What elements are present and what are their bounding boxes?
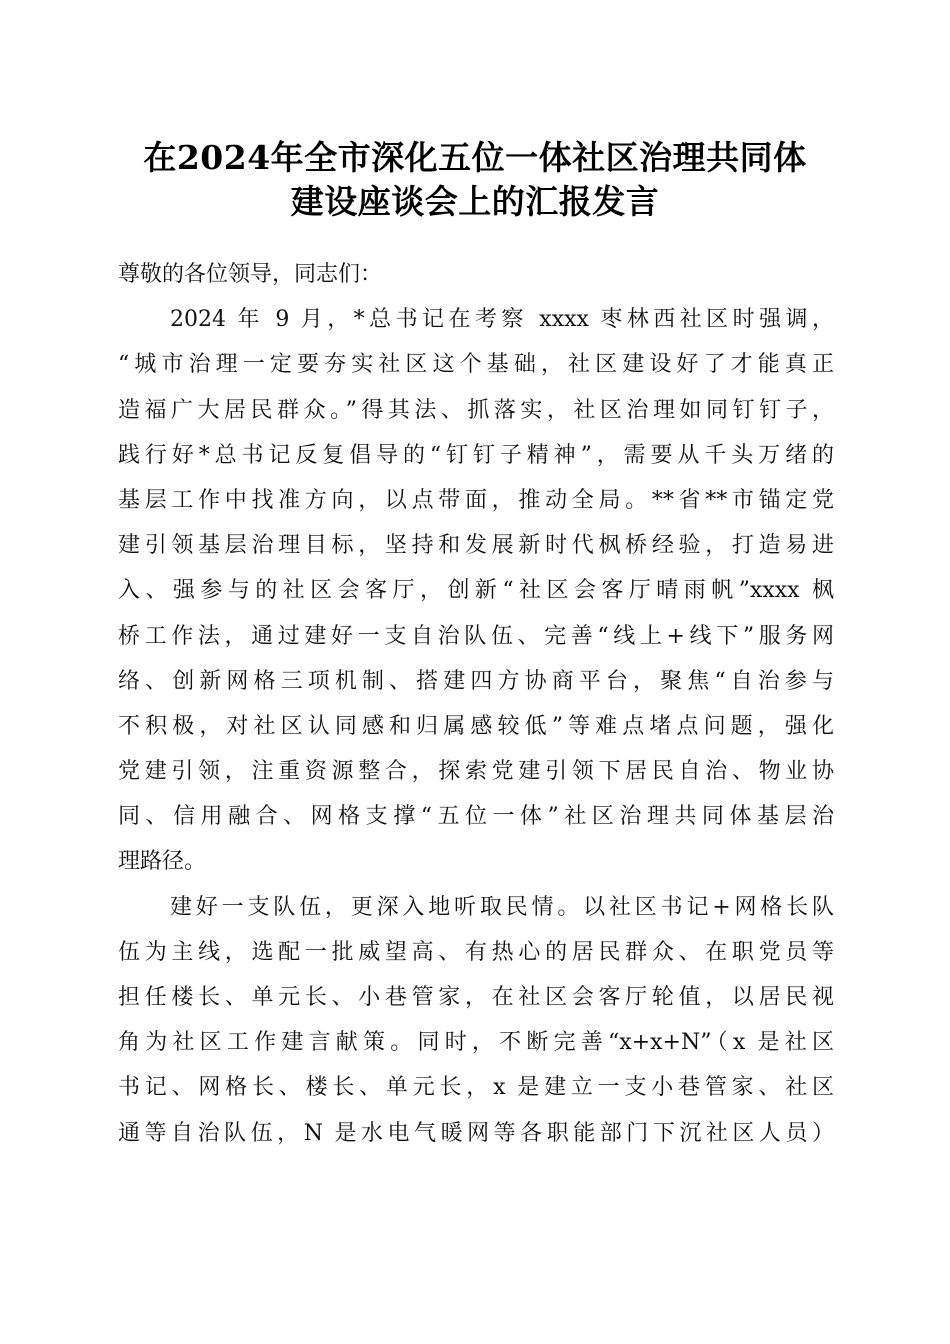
paragraph-1-line: 络、创新网格三项机制、搭建四方协商平台，聚焦“自治参与 — [118, 668, 834, 694]
paragraph-1-line: 建引领基层治理目标，坚持和发展新时代枫桥经验，打造易进 — [118, 533, 834, 559]
paragraph-1-line: 造福广大居民群众。”得其法、抓落实，社区治理如同钉钉子， — [118, 397, 834, 423]
paragraph-1-line: “城市治理一定要夯实社区这个基础，社区建设好了才能真正 — [118, 352, 834, 378]
paragraph-1-line: 践行好*总书记反复倡导的“钉钉子精神”，需要从千头万绪的 — [118, 442, 834, 468]
paragraph-1-line: 2024 年 9 月，*总书记在考察 xxxx 枣林西社区时强调， — [170, 307, 834, 333]
paragraph-1-line: 不积极，对社区认同感和归属感较低”等难点堵点问题，强化 — [118, 713, 834, 739]
salutation: 尊敬的各位领导，同志们： — [118, 262, 383, 287]
document-body — [118, 252, 834, 1156]
paragraph-2-line: 担任楼长、单元长、小巷管家，在社区会客厅轮值，以居民视 — [118, 985, 834, 1010]
paragraph-1-line: 理路径。 — [118, 849, 207, 875]
paragraph-2 — [118, 885, 834, 1156]
paragraph-2-line: 伍为主线，选配一批威望高、有热心的居民群众、在职党员等 — [118, 939, 834, 965]
paragraph-1-line: 入、强参与的社区会客厅，创新“社区会客厅晴雨帆”xxxx 枫 — [118, 578, 834, 604]
paragraph-1-line: 桥工作法，通过建好一支自治队伍、完善“线上+线下”服务网 — [118, 623, 834, 649]
paragraph-2-line: 书记、网格长、楼长、单元长，x 是建立一支小巷管家、社区 — [118, 1075, 834, 1101]
paragraph-1-line: 基层工作中找准方向，以点带面，推动全局。**省**市锚定党 — [118, 487, 834, 513]
document-title — [60, 136, 890, 224]
paragraph-2-line: 通等自治队伍，N 是水电气暖网等各职能部门下沉社区人员） — [118, 1120, 834, 1146]
title-line-1: 在2024年全市深化五位一体社区治理共同体 — [143, 138, 807, 177]
title-line-2: 建设座谈会上的汇报发言 — [290, 182, 660, 221]
paragraph-1-line: 党建引领，注重资源整合，探索党建引领下居民自治、物业协 — [118, 759, 834, 785]
paragraph-1 — [118, 297, 834, 884]
paragraph-2-line: 角为社区工作建言献策。同时，不断完善“x+x+N”（x 是社区 — [118, 1030, 834, 1056]
paragraph-1-line: 同、信用融合、网格支撑“五位一体”社区治理共同体基层治 — [118, 804, 834, 830]
paragraph-2-line: 建好一支队伍，更深入地听取民情。以社区书记+网格长队 — [170, 894, 834, 920]
